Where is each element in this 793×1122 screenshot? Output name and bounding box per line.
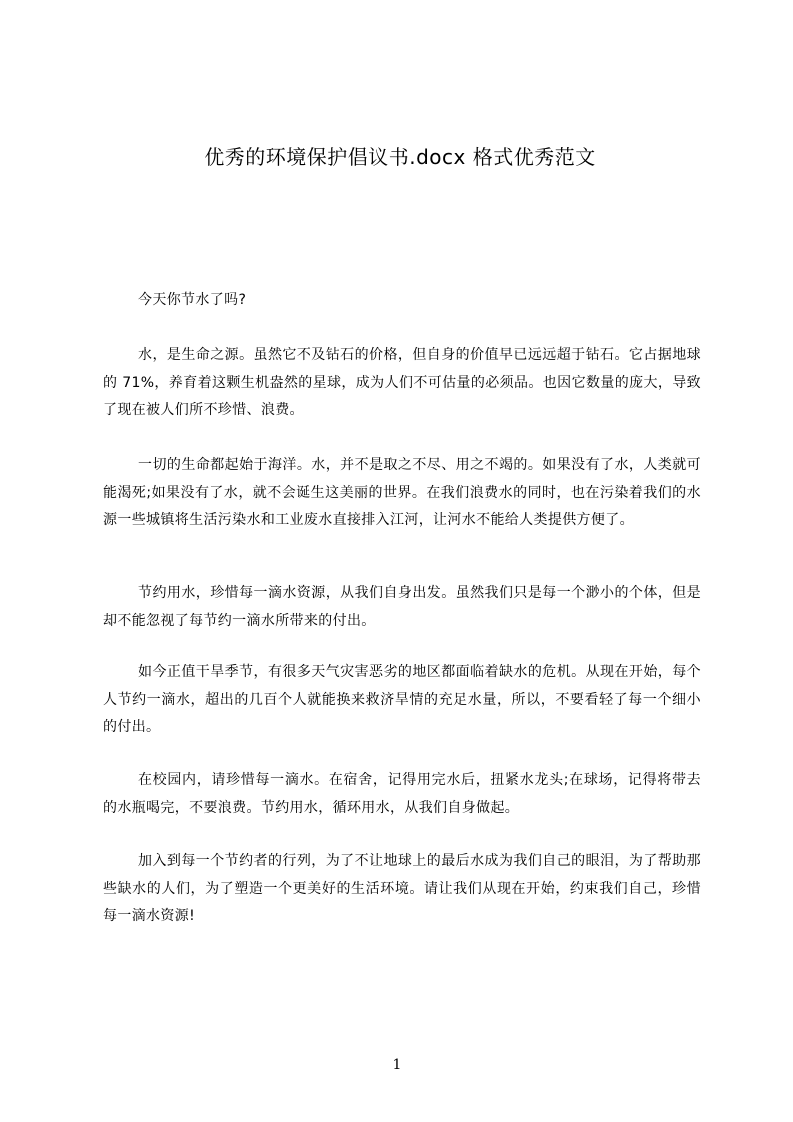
document-title: 优秀的环境保护倡议书.docx 格式优秀范文 <box>204 145 596 169</box>
paragraph-drought-season: 如今正值干旱季节，有很多天气灾害恶劣的地区都面临着缺水的危机。从现在开始，每个人节约一滴水，超出的几百个人就能换来救济旱情的充足水量，所以，不要看轻了每一个细小的付出。 <box>103 664 701 735</box>
paragraph-water-source-of-life: 水，是生命之源。虽然它不及钻石的价格，但自身的价值早已远远超于钻石。它占据地球的 71%，养育着这颗生机盎然的星球，成为人们不可估量的必须品。也因它数量的庞大，导致了现在被人们所不珍惜、浪费。 <box>103 347 701 418</box>
paragraph-campus: 在校园内，请珍惜每一滴水。在宿舍，记得用完水后，扭紧水龙头;在球场，记得将带去的水瓶喝完，不要浪费。节约用水，循环用水，从我们自身做起。 <box>103 772 701 816</box>
paragraph-question: 今天你节水了吗? <box>138 292 247 308</box>
page-number: 1 <box>392 1057 402 1073</box>
paragraph-call-to-action: 加入到每一个节约者的行列，为了不让地球上的最后水成为我们自己的眼泪，为了帮助那些缺水的人们，为了塑造一个更美好的生活环境。请让我们从现在开始，约束我们自己，珍惜每一滴水资源! <box>103 853 701 924</box>
paragraph-life-from-ocean: 一切的生命都起始于海洋。水，并不是取之不尽、用之不竭的。如果没有了水，人类就可能渴死;如果没有了水，就不会诞生这美丽的世界。在我们浪费水的同时，也在污染着我们的水源一些城镇将生活污染水和工业废水直接排入江河，让河水不能给人类提供方便了。 <box>103 457 701 528</box>
paragraph-save-water: 节约用水，珍惜每一滴水资源，从我们自身出发。虽然我们只是每一个渺小的个体，但是却不能忽视了每节约一滴水所带来的付出。 <box>103 585 701 629</box>
